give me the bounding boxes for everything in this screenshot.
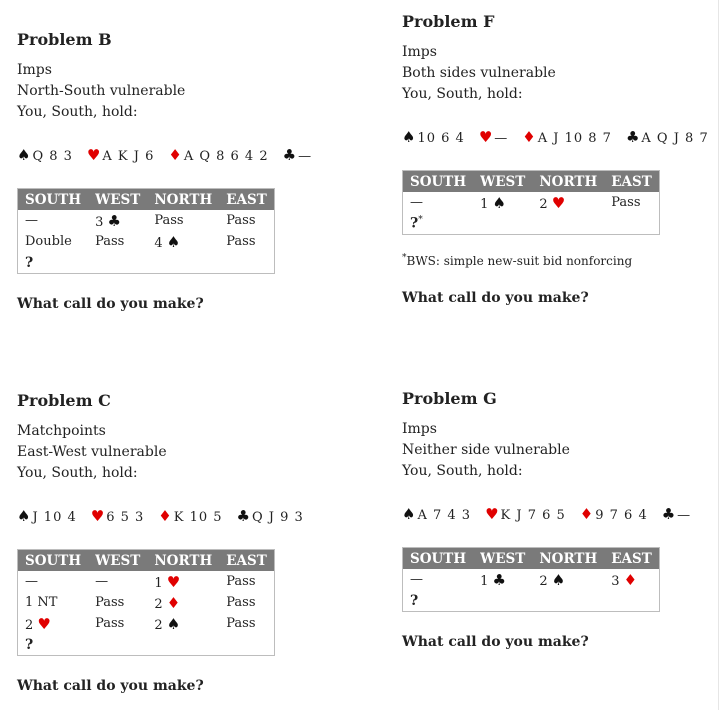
bid-north xyxy=(532,569,604,590)
header-north: NORTH xyxy=(147,550,219,572)
bid-text: ? xyxy=(410,592,419,609)
vulnerability: Both sides vulnerable xyxy=(402,65,556,81)
bid-text: ? xyxy=(410,215,419,232)
bid-south xyxy=(18,210,89,231)
problem-g xyxy=(402,389,702,650)
club-icon: ♣ xyxy=(661,505,677,523)
bid-north xyxy=(147,613,219,634)
bid-text: Pass xyxy=(95,616,125,631)
question: What call do you make? xyxy=(17,296,204,312)
hold-text: You, South, hold: xyxy=(17,104,138,120)
bid-text: 1 NT xyxy=(25,595,58,610)
bid-west xyxy=(88,252,147,274)
bid-text: 1 xyxy=(480,196,489,212)
hand-hearts xyxy=(479,127,508,149)
hand-spades xyxy=(17,145,73,167)
hand-clubs-cards: A Q J 8 7 xyxy=(641,131,709,146)
hand-clubs xyxy=(283,145,312,167)
hand-hearts xyxy=(485,504,566,526)
auction-table xyxy=(17,188,275,274)
bid-text: Double xyxy=(25,234,72,249)
scoring: Imps xyxy=(17,62,52,78)
hand-diamonds xyxy=(158,506,222,528)
heart-icon: ♥ xyxy=(166,572,181,591)
vulnerability: East-West vulnerable xyxy=(17,444,167,460)
header-east: EAST xyxy=(604,171,659,193)
auction-header-row xyxy=(403,548,660,570)
bid-text: 1 xyxy=(154,575,163,591)
diamond-icon: ♦ xyxy=(623,570,638,589)
auction-table xyxy=(17,549,275,656)
vulnerability: North-South vulnerable xyxy=(17,83,186,99)
header-north: NORTH xyxy=(532,171,604,193)
problem-conditions xyxy=(17,60,317,123)
bid-text: Pass xyxy=(611,195,641,210)
bid-south xyxy=(18,613,89,634)
problem-b xyxy=(17,30,317,312)
bid-east xyxy=(604,192,659,213)
diamond-icon: ♦ xyxy=(579,505,595,523)
bid-west xyxy=(88,613,147,634)
heart-icon: ♥ xyxy=(90,507,106,525)
auction-header-row xyxy=(403,171,660,193)
auction-row xyxy=(18,613,275,634)
bid-text: ? xyxy=(25,636,34,653)
problem-conditions xyxy=(402,419,702,482)
header-west: WEST xyxy=(88,189,147,211)
club-icon: ♣ xyxy=(107,211,121,230)
problem-title: Problem C xyxy=(17,391,111,410)
header-east: EAST xyxy=(219,550,274,572)
hand-hearts-cards: 6 5 3 xyxy=(106,510,145,525)
bid-text: — xyxy=(410,195,423,210)
hand-spades-cards: J 10 4 xyxy=(32,510,77,525)
bid-text: Pass xyxy=(226,595,256,610)
hold-text: You, South, hold: xyxy=(402,463,523,479)
hand-hearts xyxy=(91,506,145,528)
bid-north xyxy=(147,210,219,231)
spade-icon: ♠ xyxy=(17,507,32,525)
bid-text: 3 xyxy=(611,573,620,589)
bid-south xyxy=(18,592,89,613)
bid-east xyxy=(219,613,274,634)
spade-icon: ♠ xyxy=(551,570,566,589)
bid-text: 2 xyxy=(25,617,34,633)
header-east: EAST xyxy=(604,548,659,570)
bid-north xyxy=(532,590,604,612)
header-south: SOUTH xyxy=(403,171,474,193)
header-south: SOUTH xyxy=(18,550,89,572)
problem-f xyxy=(402,12,709,306)
bid-south xyxy=(403,213,474,235)
hand-hearts xyxy=(87,145,154,167)
bid-text: — xyxy=(25,574,38,589)
problem-title: Problem G xyxy=(402,389,497,408)
bid-text: Pass xyxy=(95,234,125,249)
hand-diamonds xyxy=(168,145,268,167)
diamond-icon: ♦ xyxy=(158,507,173,525)
problem-title: Problem B xyxy=(17,30,112,49)
bid-text: Pass xyxy=(226,234,256,249)
hand-hearts-cards: — xyxy=(494,131,509,146)
column-divider xyxy=(718,0,719,710)
bid-text: Pass xyxy=(154,213,184,228)
header-east: EAST xyxy=(219,189,274,211)
bid-west xyxy=(473,590,532,612)
bid-text: 4 xyxy=(154,235,163,251)
bid-south xyxy=(18,634,89,656)
auction-header-row xyxy=(18,189,275,211)
bid-east xyxy=(219,571,274,592)
hand-clubs xyxy=(662,504,691,526)
problem-conditions xyxy=(17,421,317,484)
bid-text: Pass xyxy=(95,595,125,610)
auction-row xyxy=(403,590,660,612)
bid-east xyxy=(604,569,659,590)
bid-north xyxy=(147,634,219,656)
header-west: WEST xyxy=(88,550,147,572)
bid-text: 2 xyxy=(154,596,163,612)
hand-clubs-cards: — xyxy=(677,508,692,523)
bid-text: 2 xyxy=(539,573,548,589)
auction-row xyxy=(18,252,275,274)
auction-row xyxy=(403,192,660,213)
auction-table xyxy=(402,170,660,235)
spade-icon: ♠ xyxy=(402,505,417,523)
hand-hearts-cards: K J 7 6 5 xyxy=(500,508,566,523)
heart-icon: ♥ xyxy=(478,128,494,146)
heart-icon: ♥ xyxy=(86,146,102,164)
diamond-icon: ♦ xyxy=(522,128,537,146)
spade-icon: ♠ xyxy=(166,614,181,633)
scoring: Imps xyxy=(402,421,437,437)
auction-table xyxy=(402,547,660,612)
club-icon: ♣ xyxy=(492,570,506,589)
auction-row xyxy=(403,213,660,235)
south-hand xyxy=(17,506,317,526)
hand-clubs-cards: Q J 9 3 xyxy=(251,510,304,525)
bid-north xyxy=(147,592,219,613)
bid-west xyxy=(473,569,532,590)
hand-diamonds-cards: K 10 5 xyxy=(173,510,223,525)
vulnerability: Neither side vulnerable xyxy=(402,442,570,458)
hand-clubs-cards: — xyxy=(298,149,313,164)
header-south: SOUTH xyxy=(403,548,474,570)
problem-title: Problem F xyxy=(402,12,495,31)
heart-icon: ♥ xyxy=(551,193,566,212)
heart-icon: ♥ xyxy=(37,614,51,633)
bid-east xyxy=(604,590,659,612)
question: What call do you make? xyxy=(17,678,204,694)
bid-south xyxy=(18,571,89,592)
footnote-text: BWS: simple new-suit bid nonforcing xyxy=(406,254,633,268)
bid-text: Pass xyxy=(226,213,256,228)
bid-text: 2 xyxy=(154,617,163,633)
header-west: WEST xyxy=(473,171,532,193)
header-north: NORTH xyxy=(147,189,219,211)
hand-spades xyxy=(402,127,465,149)
footnote-marker: * xyxy=(418,215,423,226)
bid-west xyxy=(88,571,147,592)
bid-text: 3 xyxy=(95,214,104,230)
bid-south xyxy=(403,590,474,612)
header-south: SOUTH xyxy=(18,189,89,211)
bid-east xyxy=(219,210,274,231)
scoring: Matchpoints xyxy=(17,423,106,439)
auction-row xyxy=(18,210,275,231)
auction-row xyxy=(18,231,275,252)
bid-north xyxy=(147,252,219,274)
club-icon: ♣ xyxy=(625,128,641,146)
bid-east xyxy=(219,634,274,656)
hand-clubs xyxy=(626,127,709,149)
hold-text: You, South, hold: xyxy=(402,86,523,102)
problem-conditions xyxy=(402,42,702,105)
bid-east xyxy=(219,231,274,252)
bid-east xyxy=(604,213,659,235)
footnote-marker: * xyxy=(402,253,407,263)
bid-north xyxy=(532,213,604,235)
bid-west xyxy=(88,592,147,613)
bid-text: ? xyxy=(25,254,34,271)
south-hand xyxy=(402,504,702,524)
bid-south xyxy=(403,569,474,590)
bid-east xyxy=(219,592,274,613)
bid-north xyxy=(147,571,219,592)
hand-diamonds-cards: A Q 8 6 4 2 xyxy=(183,149,269,164)
auction-header-row xyxy=(18,550,275,572)
bid-text: — xyxy=(95,574,109,589)
spade-icon: ♠ xyxy=(402,128,417,146)
question: What call do you make? xyxy=(402,634,589,650)
hand-spades-cards: 10 6 4 xyxy=(417,131,465,146)
south-hand xyxy=(17,145,317,165)
hand-hearts-cards: A K J 6 xyxy=(102,149,155,164)
bid-west xyxy=(88,210,147,231)
spade-icon: ♠ xyxy=(492,193,506,212)
hand-spades-cards: Q 8 3 xyxy=(32,149,73,164)
hand-spades xyxy=(17,506,77,528)
scoring: Imps xyxy=(402,44,437,60)
bid-north xyxy=(147,231,219,252)
header-north: NORTH xyxy=(532,548,604,570)
auction-row xyxy=(18,634,275,656)
diamond-icon: ♦ xyxy=(166,593,181,612)
south-hand xyxy=(402,127,709,147)
bid-south xyxy=(403,192,474,213)
hand-diamonds-cards: 9 7 6 4 xyxy=(595,508,648,523)
bid-text: Pass xyxy=(226,574,256,589)
auction-row xyxy=(18,571,275,592)
bid-west xyxy=(473,213,532,235)
diamond-icon: ♦ xyxy=(168,146,183,164)
bid-north xyxy=(532,192,604,213)
problem-c xyxy=(17,391,317,694)
footnote xyxy=(402,253,702,268)
hand-diamonds xyxy=(522,127,612,149)
bid-text: — xyxy=(410,572,423,587)
bid-text: 2 xyxy=(539,196,548,212)
bid-west xyxy=(88,231,147,252)
bid-south xyxy=(18,252,89,274)
spade-icon: ♠ xyxy=(166,232,181,251)
bid-west xyxy=(473,192,532,213)
hold-text: You, South, hold: xyxy=(17,465,138,481)
bid-south xyxy=(18,231,89,252)
club-icon: ♣ xyxy=(282,146,298,164)
hand-spades xyxy=(402,504,471,526)
spade-icon: ♠ xyxy=(17,146,32,164)
club-icon: ♣ xyxy=(236,507,251,525)
hand-diamonds xyxy=(580,504,648,526)
hand-spades-cards: A 7 4 3 xyxy=(417,508,472,523)
hand-clubs xyxy=(237,506,304,528)
bid-west xyxy=(88,634,147,656)
header-west: WEST xyxy=(473,548,532,570)
hand-diamonds-cards: A J 10 8 7 xyxy=(537,131,612,146)
bid-text: Pass xyxy=(226,616,256,631)
heart-icon: ♥ xyxy=(485,505,500,523)
auction-row xyxy=(18,592,275,613)
bid-text: — xyxy=(25,213,38,228)
bid-text: 1 xyxy=(480,573,489,589)
question: What call do you make? xyxy=(402,290,589,306)
bid-east xyxy=(219,252,274,274)
auction-row xyxy=(403,569,660,590)
